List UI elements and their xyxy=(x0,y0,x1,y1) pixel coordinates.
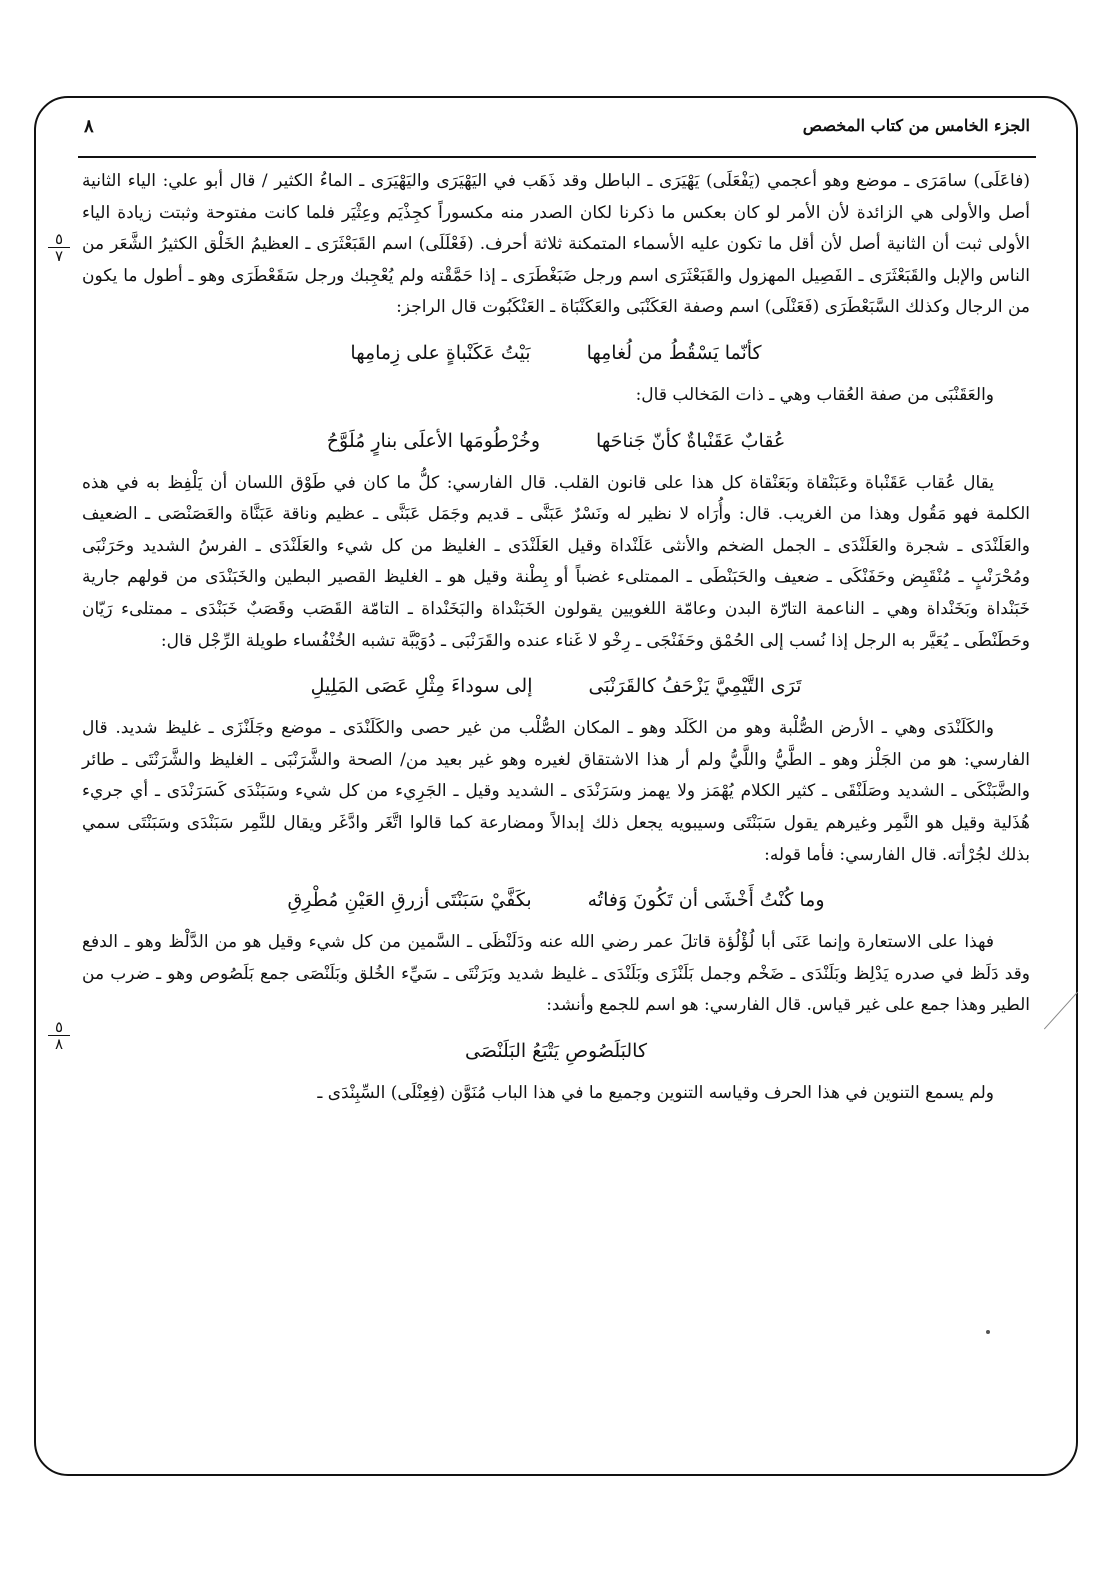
verse-first-hemistich: عُقابٌ عَقَنْباةٌ كأنّ جَناحَها xyxy=(596,429,786,452)
margin-reference-1 xyxy=(48,232,70,263)
margin-reference-top: ٥ xyxy=(54,1018,64,1036)
paragraph: والكَلَنْدَى وهي ـ الأرض الصُّلْبة وهو من الكَلَد وهو ـ المكان الصُّلْب من غير حصى والكَلَنْدَى ـ موضع وجَلَنْزَى ـ غليظ شديد. قال الفارسي: هو من الجَلْز وهو ـ الطَّيُّ واللَّيُّ ولم أر هذا الاشتقاق لغيره وهو غير بعيد من/ الصحة والشَّرَنْبَى ـ الغليظ والشَّرَنْتَى ـ طائر والضَّبَنْكَى ـ الشديد وصَلَنْقَى ـ كثير الكلام يُهْمَز ولا يهمز وسَرَنْدَى ـ الشديد وقيل ـ الجَرِيء من كل شيء وسَبَنْدَى كَسَرَنْدَى ـ أي جريء هُذَلية وقيل هو النَّمِر وغيرهم يقول سَبَنْتَى وسيبويه يجعل ذلك إبدالاً ومضارعة كما قالوا اتَّغَر وادَّغَر ويقال للنَّمِر سَبَنْدَى وسَبَنْتَى سمي بذلك لجُرْأته. قال الفارسي: فأما قوله: xyxy=(82,718,1030,865)
verse-second-hemistich: بكَفَّيْ سَبَنْتَى أزرقِ العَيْنِ مُطْرِقِ xyxy=(287,889,532,912)
paragraph: يقال عُقاب عَقَنْباة وعَبَنْقاة وبَعَنْقاة كل هذا على قانون القلب. قال الفارسي: كلُّ ما كان في طَوْق اللسان أن يَلْفِظ به في هذه الكلمة فهو مَقُول وهذا من الغريب. قال: وأُرَاه لا نظير له ونَسْرٌ عَبَنَّى ـ قديم وجَمَل عَبَنَّى ـ عظيم وناقة عَبَنَّاة والعَصَنْصَى ـ الضعيف والعَلَنْدَى ـ شجرة والعَلَنْدَى ـ الجمل الضخم والأنثى عَلَنْداة وقيل العَلَنْدَى ـ الغليظ من كل شيء والعَلَنْدَى ـ الفرسُ الشديد وحَرَنْبَى ومُحْرَنْبٍ ـ مُنْقَبِض وحَفَنْكَى ـ ضعيف والحَبَنْطَى ـ الممتلىء غضباً أو بِطْنة وقيل هو ـ الغليظ القصير البطين والخَبَنْدَى من قولهم جارية خَبَنْداة وبَخَنْداة وهي ـ الناعمة التارّة البدن وعامّة اللغويين يقولون الخَبَنْداة والبَخَنْداة ـ التامّة القَصَب وقَصَبٌ خَبَنْدَى ـ ممتلىء رَيّان وحَطَنْطَى ـ يُعَيَّر به الرجل إذا نُسب إلى الحُمْق وحَفَنْجَى ـ رِخْو لا غَناء عنده والقَرَنْبَى ـ دُوَيْبَّة تشبه الخُنْفُساء طويلة الرِّجْل قال: xyxy=(82,472,1030,651)
paragraph: ولم يسمع التنوين في هذا الحرف وقياسه التنوين وجميع ما في هذا الباب مُنَوَّن (فِعِنْلَى) السِّبِنْدَى ـ xyxy=(317,1082,994,1103)
verse-line: كالبَلَصُوصِ يَتْبَعُ البَلَنْصَى xyxy=(465,1039,647,1062)
paragraph: فهذا على الاستعارة وإنما عَنَى أبا لُؤْلُؤة قاتلَ عمر رضي الله عنه ودَلَنْظَى ـ السَّمين من كل شيء وقيل هو من الدَّلْظ وهو ـ الدفع وقد دَلَظ في صدره يَدْلِظ وبَلَنْدَى ـ ضَخْم وجمل بَلَنْزَى وبَلَنْدَى ـ غليظ شديد وبَرَنْتَى ـ سَيِّء الخُلق وبَلَنْصَى جمع بَلَصُوص وهو ـ ضرب من الطير وهذا جمع على غير قياس. قال الفارسي: هو اسم للجمع وأنشد: xyxy=(82,932,1030,1016)
verse-first-hemistich: تَرَى التَّيْمِيَّ يَزْحَفُ كالقَرَنْبَى xyxy=(588,675,802,698)
page-number: ٨ xyxy=(84,116,94,137)
page-body xyxy=(82,166,1030,1464)
poetry-verse xyxy=(82,1036,1030,1066)
verse-first-hemistich: وما كُنْتُ أَخْشَى أن تَكُونَ وَفاتُه xyxy=(587,889,825,912)
verse-second-hemistich: بَيْتُ عَكَنْباةٍ على زِمامِها xyxy=(350,341,531,364)
scan-artifact-dot xyxy=(986,1330,990,1334)
poetry-verse xyxy=(82,885,1030,915)
paragraph: (فاعَلَى) سامَرَى ـ موضع وهو أعجمي (يَفْعَلَى) يَهْيَرَى ـ الباطل وقد ذَهَب في اليَهْيَرَى واليَهْيَرَى ـ الماءُ الكثير / قال أبو علي: الياء الثانية أصل والأولى هي الزائدة لأن الأمر لو كان بعكس ما ذكرنا لكان الصدر منه مكسوراً كجِذْيَم وعِثْيَر فلما كانت مفتوحة وثبتت زيادة الياء الأولى ثبت أن الثانية أصل لأن أقل ما تكون عليه الأسماء المتمكنة ثلاثة أحرف. (فَعْلَلَى) اسم القَبَعْثَرَى ـ العظيمُ الخَلْق الكثيرُ الشَّعَر من الناس والإبل والقَبَعْثَرَى ـ الفَصِيل المهزول والقَبَعْثَرَى اسم ورجل ضَبَغْطَرَى ـ إذا حَمَّقْته ولم يُعْجِبك ورجل سَقَعْطَرَى وهو ـ أطول ما يكون من الرجال وكذلك السَّبَعْطَرَى (فَعَنْلَى) اسم وصفة العَكَنْبَى والعَكَنْبَاة ـ العَنْكَبُوت قال الراجز: xyxy=(82,171,1030,318)
margin-reference-bottom: ٨ xyxy=(54,1035,64,1053)
poetry-verse xyxy=(82,671,1030,701)
running-title: الجزء الخامس من كتاب المخصص xyxy=(802,116,1030,135)
margin-reference-bottom: ٧ xyxy=(54,247,64,265)
verse-second-hemistich: إلى سوداءَ مِثْلِ عَصَى المَلِيلِ xyxy=(310,675,533,698)
paragraph: والعَقَنْبَى من صفة العُقاب وهي ـ ذات المَخالب قال: xyxy=(635,384,994,405)
verse-first-hemistich: كأنّما يَسْقُطُ من لُغامِها xyxy=(586,341,762,364)
poetry-verse xyxy=(82,426,1030,456)
verse-second-hemistich: وخُرْطُومَها الأعلَى بنارٍ مُلَوَّحُ xyxy=(326,429,541,452)
margin-reference-2 xyxy=(48,1020,70,1051)
poetry-verse xyxy=(82,338,1030,368)
page-header xyxy=(78,112,1036,158)
margin-reference-top: ٥ xyxy=(54,230,64,248)
